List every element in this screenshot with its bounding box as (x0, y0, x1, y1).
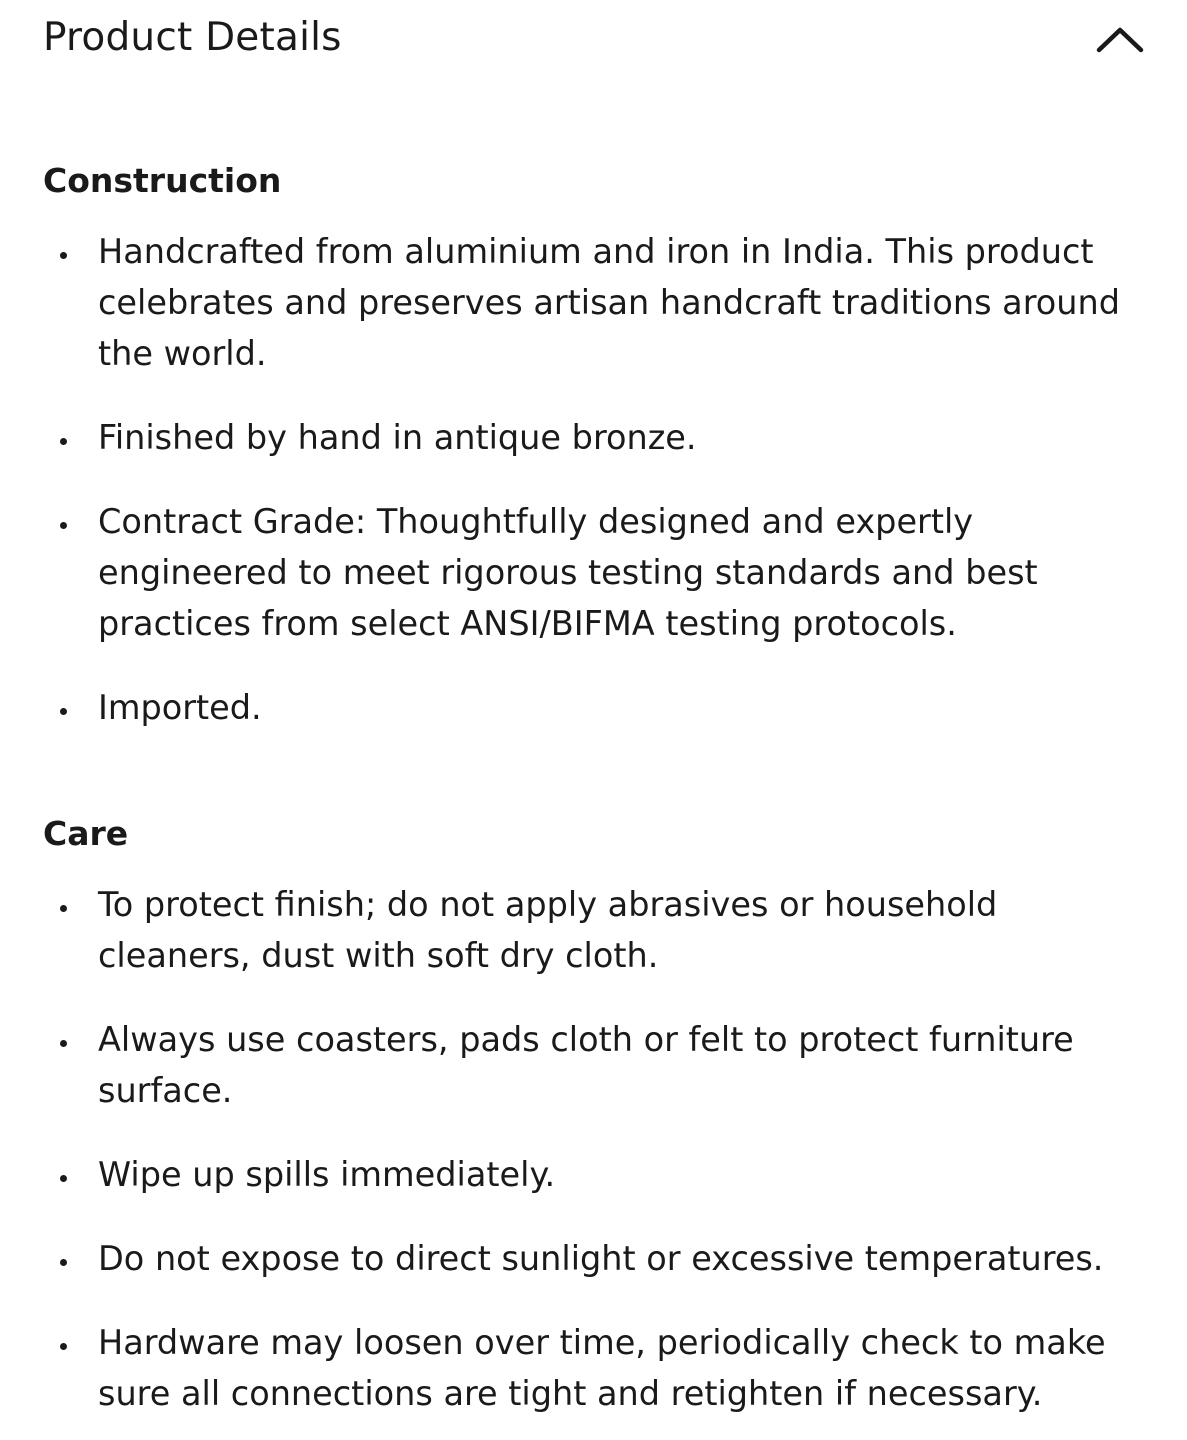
list-item: Hardware may loosen over time, periodically check to make sure all connections are tight and retighten if necessary. (43, 1317, 1145, 1419)
care-list (43, 879, 1145, 1419)
care-section (43, 814, 1145, 1419)
construction-list (43, 226, 1145, 733)
list-item: Do not expose to direct sunlight or excessive temperatures. (43, 1233, 1145, 1284)
list-item: Handcrafted from aluminium and iron in India. This product celebrates and preserves artisan handcraft traditions around the world. (43, 226, 1145, 379)
accordion-title: Product Details (43, 15, 342, 60)
list-item: Always use coasters, pads cloth or felt to protect furniture surface. (43, 1014, 1145, 1116)
construction-heading: Construction (43, 161, 282, 200)
construction-section (43, 161, 1145, 733)
list-item: Contract Grade: Thoughtfully designed and expertly engineered to meet rigorous testing standards and best practices from select ANSI/BIFMA testing protocols. (43, 496, 1145, 649)
list-item: Finished by hand in antique bronze. (43, 412, 1145, 463)
chevron-up-icon[interactable] (1095, 26, 1145, 54)
care-heading: Care (43, 814, 129, 853)
list-item: To protect finish; do not apply abrasives or household cleaners, dust with soft dry cloth. (43, 879, 1145, 981)
product-details-accordion-header[interactable] (43, 0, 1145, 78)
list-item: Imported. (43, 682, 1145, 733)
list-item: Wipe up spills immediately. (43, 1149, 1145, 1200)
